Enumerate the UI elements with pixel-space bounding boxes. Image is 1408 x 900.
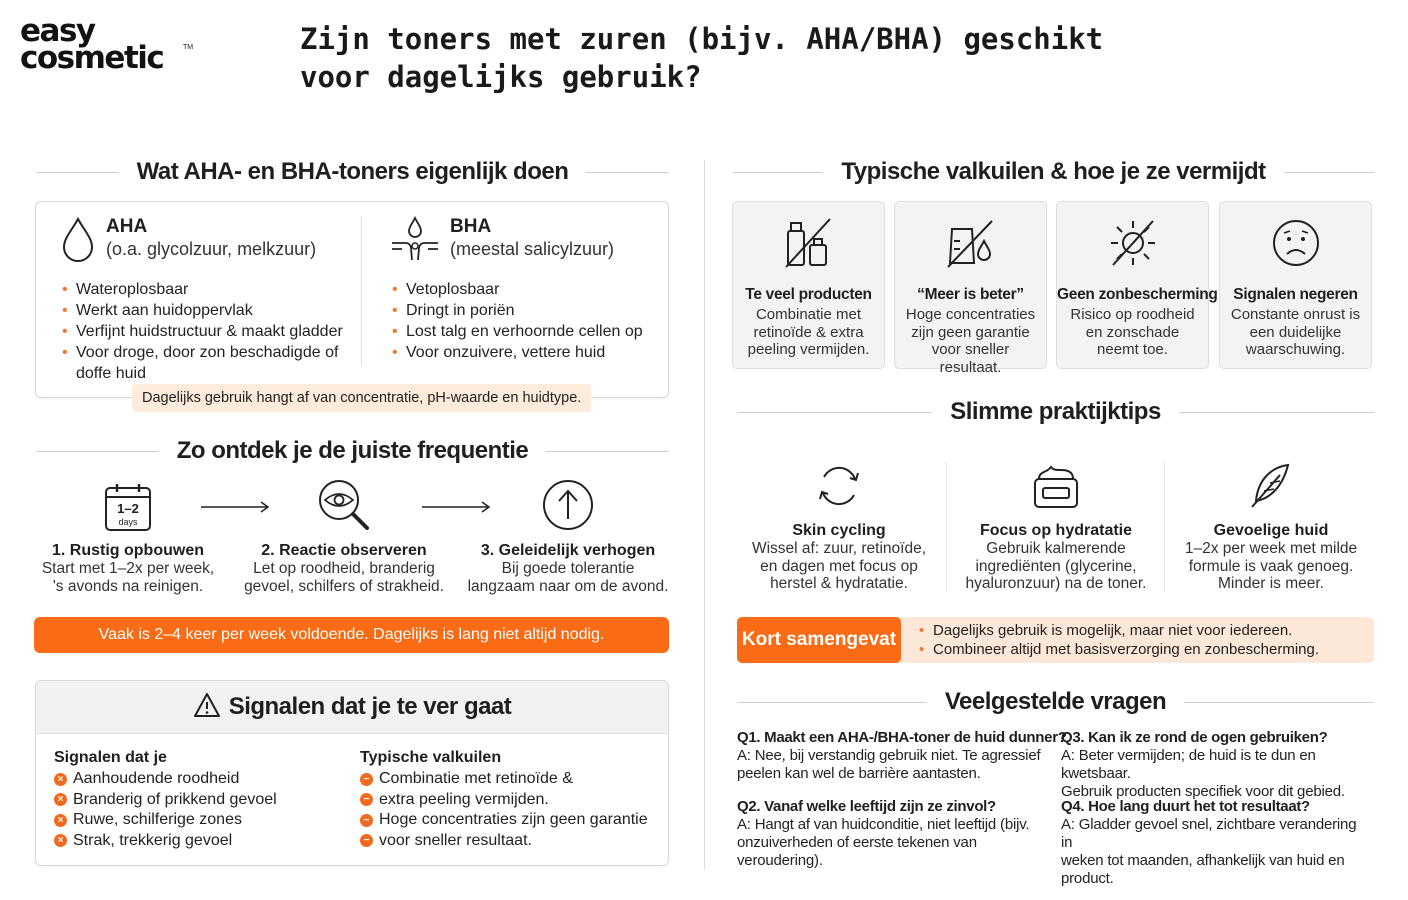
column-divider: [704, 160, 705, 870]
heading-rule: [1184, 702, 1374, 703]
list-item-text: Strak, trekkerig gevoel: [73, 831, 233, 849]
pitfall-card: [894, 201, 1047, 376]
faq-answer-line: peelen kan wel de barrière aantasten.: [737, 765, 981, 782]
section-pitfalls-heading: [733, 158, 1374, 186]
list-item-text: Combinatie met retinoïde &: [379, 770, 573, 787]
pitfall-desc: [733, 306, 884, 359]
x-icon: ×: [54, 773, 67, 786]
heading-rule: [546, 451, 669, 452]
list-item-text: Ruwe, schilferige zones: [73, 811, 242, 828]
droplet-icon: [60, 216, 96, 267]
list-item: • Dagelijks gebruik is mogelijk, maar niet voor iedereen.: [919, 621, 1319, 640]
aha-bha-separator: [361, 216, 362, 366]
aha-name: AHA: [106, 216, 148, 237]
page-title: Zijn toners met zuren (bijv. AHA/BHA) geschikt voor dagelijks gebruik?: [300, 22, 1104, 94]
bha-bullets: [390, 279, 660, 363]
signals-column-title: Typische valkuilen: [360, 749, 502, 766]
section-heading-text: Veelgestelde vragen: [944, 688, 1167, 715]
list-item: • Verfijnt huidstructuur & maakt gladder: [60, 321, 360, 342]
no-sun-icon: [1107, 217, 1159, 274]
minus-icon: −: [360, 773, 373, 786]
tip-desc-line: hyaluronzuur) na de toner.: [965, 575, 1147, 592]
step-title: 3. Geleidelijk verhogen: [480, 542, 656, 559]
pitfall-desc-line: retinoïde & extra: [753, 323, 864, 341]
concentration-icon: [946, 217, 996, 274]
minus-icon: −: [360, 834, 373, 847]
arrow-up-circle-icon: [542, 479, 594, 536]
section-what-heading: [36, 158, 669, 186]
aha-sub: (o.a. glycolzuur, melkzuur): [106, 239, 317, 259]
tip-desc-line: herstel & hydratatie.: [770, 575, 908, 592]
pitfall-desc-line: Risico op roodheid: [1070, 306, 1195, 323]
tip-title: Skin cycling: [792, 522, 886, 539]
faq-question: Q1. Maakt een AHA-/BHA-toner de huid dunner?: [737, 729, 1067, 746]
sad-face-icon: [1271, 218, 1321, 273]
heading-rule: [1179, 412, 1374, 413]
tip-title: Focus op hydratatie: [979, 522, 1133, 539]
list-item: • Voor onzuivere, vettere huid: [390, 342, 660, 363]
frequency-step-1: [36, 478, 220, 596]
list-item: [360, 810, 648, 831]
section-heading-text: Typische valkuilen & hoe je ze vermijdt: [841, 158, 1266, 185]
pitfall-title: “Meer is beter”: [917, 286, 1024, 303]
products-icon: [784, 217, 834, 274]
faq-answer-line: weken tot maanden, afhankelijk van huid en: [1061, 852, 1345, 869]
bha-name: BHA: [450, 216, 492, 237]
feather-icon: [1248, 461, 1294, 516]
list-item-text: Hoge concentraties zijn geen garantie: [379, 811, 648, 828]
step-desc-line: Let op roodheid, branderig: [253, 560, 435, 577]
signals-column: [54, 749, 277, 851]
frequency-step-2: [244, 478, 444, 596]
faq-answer-line: A: Beter vermijden; de huid is te dun en kwetsbaar.: [1061, 747, 1316, 782]
pitfall-desc-line: peeling vermijden.: [747, 341, 870, 358]
section-frequency-heading: [36, 437, 669, 465]
tip-separator: [1164, 462, 1165, 592]
pore-icon: [390, 216, 440, 267]
faq-answer-line: veroudering).: [737, 852, 823, 869]
list-item-text: voor sneller resultaat.: [379, 831, 532, 849]
aha-bha-card: [35, 201, 669, 398]
aha-bullets: [60, 279, 360, 384]
summary-label: Kort samengevat: [737, 617, 901, 663]
bha-column: [390, 216, 660, 363]
list-item: [360, 831, 648, 852]
heading-rule: [737, 702, 927, 703]
pitfall-desc-line: een duidelijke: [1249, 323, 1342, 341]
pitfall-card: [1219, 201, 1372, 369]
pitfall-card: [1056, 201, 1218, 369]
pitfall-desc-line: voor sneller resultaat.: [931, 341, 1010, 376]
pitfalls-column: [360, 749, 648, 851]
summary-box: [737, 617, 1374, 663]
heading-rule: [36, 172, 119, 173]
list-item: • Lost talg en verhoornde cellen op: [390, 321, 660, 342]
faq-answer-line: A: Nee, bij verstandig gebruik niet. Te agressief: [737, 747, 1041, 764]
tip-desc-line: 1–2x per week met milde: [1184, 540, 1358, 557]
section-heading-text: Slimme praktijktips: [950, 398, 1161, 425]
section-faq-heading: [737, 688, 1374, 716]
minus-icon: −: [360, 793, 373, 806]
faq-item: [737, 798, 1047, 870]
list-item: [360, 769, 648, 790]
list-item: • Dringt in poriën: [390, 300, 660, 321]
list-item: • Voor droge, door zon beschadigde of doffe huid: [60, 342, 340, 384]
faq-item: [1061, 798, 1371, 888]
logo-line-2: cosmetic: [20, 40, 164, 76]
tip-desc-line: Minder is meer.: [1218, 575, 1324, 592]
bha-sub: (meestal salicylzuur): [450, 239, 615, 259]
list-item: [360, 790, 648, 811]
step-desc-line: langzaam naar om de avond.: [467, 578, 669, 595]
calendar-icon: [104, 482, 152, 532]
pitfall-title: Te veel producten: [745, 286, 872, 303]
list-item: • Werkt aan huidoppervlak: [60, 300, 360, 321]
tip-separator: [946, 462, 947, 592]
tip-desc-line: formule is vaak genoeg.: [1188, 557, 1354, 575]
heading-rule: [1284, 172, 1374, 173]
list-item-text: Branderig of prikkend gevoel: [73, 790, 277, 808]
warning-icon: [193, 692, 221, 723]
pitfall-desc: [895, 306, 1046, 376]
step-desc-line: Start met 1–2x per week,: [41, 560, 215, 577]
list-item-text: extra peeling vermijden.: [379, 790, 549, 808]
list-item: • Combineer altijd met basisverzorging en zonbescherming.: [919, 640, 1319, 659]
x-icon: ×: [54, 793, 67, 806]
pitfall-title: Geen zonbescherming: [1057, 286, 1218, 303]
frequency-banner: Vaak is 2–4 keer per week voldoende. Dagelijks is lang niet altijd nodig.: [34, 617, 669, 653]
step-title: 2. Reactie observeren: [261, 542, 427, 559]
heading-rule: [733, 172, 823, 173]
pitfall-desc: [1220, 306, 1371, 359]
list-item-text: Aanhoudende roodheid: [73, 770, 240, 787]
list-item: [54, 831, 277, 852]
list-item: [54, 769, 277, 790]
pitfall-title: Signalen negeren: [1233, 286, 1358, 303]
list-item: • Vetoplosbaar: [390, 279, 660, 300]
faq-question: Q3. Kan ik ze rond de ogen gebruiken?: [1061, 729, 1328, 746]
step-desc-line: 's avonds na reinigen.: [52, 578, 204, 595]
faq-question: Q2. Vanaf welke leeftijd zijn ze zinvol?: [737, 798, 996, 815]
calendar-frequency-text: 1–2: [117, 501, 139, 516]
magnifier-eye-icon: [317, 478, 371, 537]
pitfall-card: [732, 201, 885, 369]
aha-column: [60, 216, 360, 384]
faq-answer-line: onzuiverheden of eerste tekenen van: [737, 834, 977, 851]
pitfall-desc-line: Hoge concentraties: [905, 306, 1036, 323]
signals-column-title: Signalen dat je: [54, 749, 167, 766]
section-heading-text: Zo ontdek je de juiste frequentie: [176, 437, 529, 464]
pitfall-desc: [1057, 306, 1208, 359]
faq-item: [737, 729, 1067, 783]
signals-card: [35, 680, 669, 866]
list-item: • Wateroplosbaar: [60, 279, 360, 300]
minus-icon: −: [360, 814, 373, 827]
list-item: [54, 790, 277, 811]
pitfall-desc-line: Combinatie met: [755, 306, 862, 323]
frequency-step-3: [466, 478, 670, 596]
heading-rule: [36, 451, 159, 452]
step-desc-line: Bij goede tolerantie: [501, 560, 635, 577]
tip-item: [1176, 460, 1366, 593]
tip-desc-line: en dagen met focus op: [760, 557, 918, 575]
section-tips-heading: [737, 398, 1374, 426]
concentration-note: Dagelijks gebruik hangt af van concentratie, pH-waarde en huidtype.: [132, 384, 591, 412]
tip-desc-line: Wissel af: zuur, retinoïde,: [751, 540, 927, 557]
calendar-unit-text: days: [118, 517, 138, 527]
tip-item: [960, 460, 1152, 593]
logo-line-1: easy: [20, 13, 95, 49]
x-icon: ×: [54, 834, 67, 847]
brand-logo[interactable]: [20, 13, 194, 76]
signals-header: [36, 681, 668, 734]
tip-item: [744, 460, 934, 593]
faq-item: [1061, 729, 1371, 801]
pitfall-desc-line: zijn geen garantie: [911, 323, 1030, 341]
tip-desc-line: ingrediënten (glycerine,: [975, 557, 1137, 575]
section-heading-text: Wat AHA- en BHA-toners eigenlijk doen: [136, 158, 569, 185]
logo-trademark: TM: [183, 44, 194, 51]
list-item: [54, 810, 277, 831]
pitfall-desc-line: en zonschade: [1085, 323, 1180, 341]
tip-title: Gevoelige huid: [1213, 522, 1329, 539]
cream-jar-icon: [1031, 461, 1081, 516]
pitfall-desc-line: waarschuwing.: [1245, 341, 1346, 358]
signals-heading: Signalen dat je te ver gaat: [228, 693, 512, 720]
heading-rule: [586, 172, 669, 173]
pitfall-desc-line: neemt toe.: [1097, 341, 1168, 358]
heading-rule: [737, 412, 932, 413]
x-icon: ×: [54, 814, 67, 827]
summary-list: [919, 621, 1319, 659]
faq-answer-line: A: Gladder gevoel snel, zichtbare verandering in: [1061, 816, 1357, 851]
cycle-icon: [816, 463, 862, 514]
faq-answer-line: product.: [1061, 870, 1114, 887]
tip-desc-line: Gebruik kalmerende: [986, 540, 1126, 557]
pitfall-desc-line: Constante onrust is: [1230, 306, 1361, 323]
faq-answer-line: Gebruik producten specifiek voor dit gebied.: [1061, 783, 1345, 800]
faq-answer-line: A: Hangt af van huidconditie, niet leeftijd (bijv.: [737, 816, 1030, 833]
step-desc-line: gevoel, schilfers of strakheid.: [244, 578, 444, 595]
faq-question: Q4. Hoe lang duurt het tot resultaat?: [1061, 798, 1310, 815]
step-title: 1. Rustig opbouwen: [52, 542, 204, 559]
